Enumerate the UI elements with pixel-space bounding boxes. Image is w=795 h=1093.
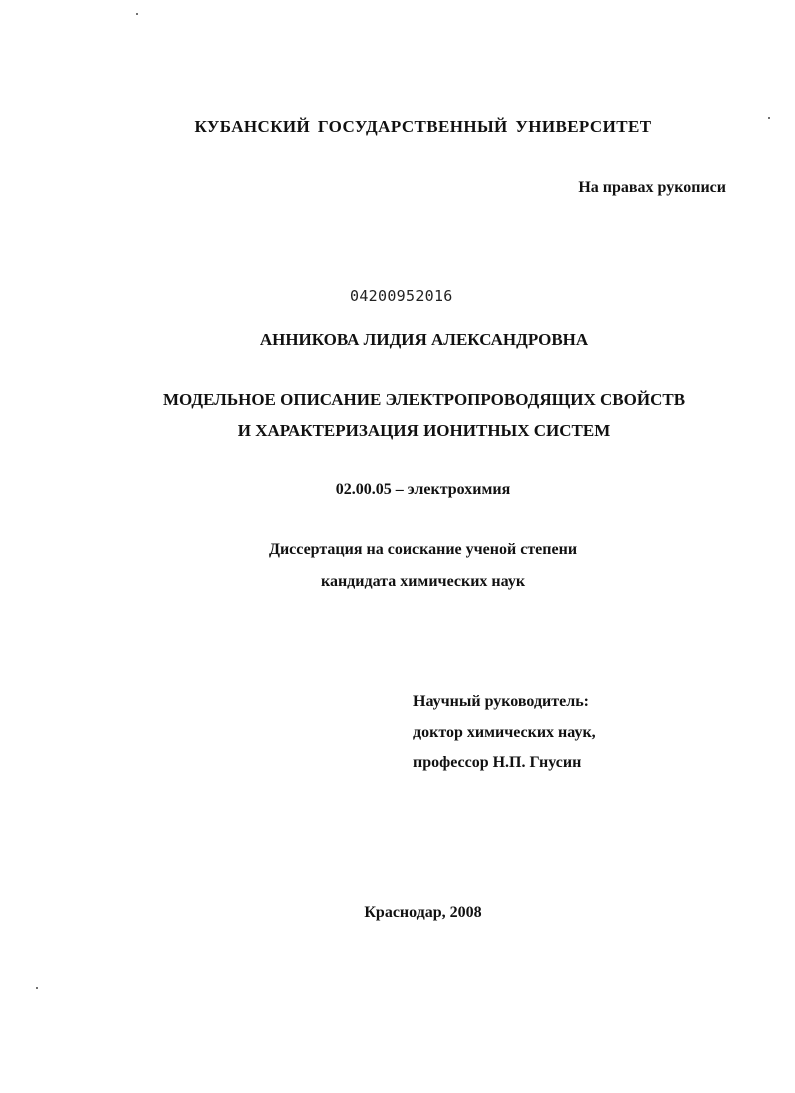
catalog-number-stamp: 04200952016 <box>350 287 453 305</box>
city-year: Краснодар, 2008 <box>364 904 482 921</box>
advisor-heading: Научный руководитель: <box>413 693 589 710</box>
thesis-title-line-1: МОДЕЛЬНОЕ ОПИСАНИЕ ЭЛЕКТРОПРОВОДЯЩИХ СВОЙСТВ <box>162 390 686 409</box>
thesis-title-line-2: И ХАРАКТЕРИЗАЦИЯ ИОНИТНЫХ СИСТЕМ <box>237 421 611 440</box>
scan-speck <box>36 987 38 989</box>
university-name: КУБАНСКИЙ ГОСУДАРСТВЕННЫЙ УНИВЕРСИТЕТ <box>194 117 652 136</box>
dissertation-degree-line-2: кандидата химических наук <box>320 573 526 590</box>
dissertation-degree-line-1: Диссертация на соискание ученой степени <box>268 541 578 558</box>
scan-speck <box>136 13 138 15</box>
specialty-code: 02.00.05 – электрохимия <box>335 481 511 498</box>
rights-note: На правах рукописи <box>578 179 726 196</box>
advisor-degree: доктор химических наук, <box>413 724 596 741</box>
advisor-name: профессор Н.П. Гнусин <box>413 754 582 771</box>
author-name: АННИКОВА ЛИДИЯ АЛЕКСАНДРОВНА <box>259 330 589 349</box>
